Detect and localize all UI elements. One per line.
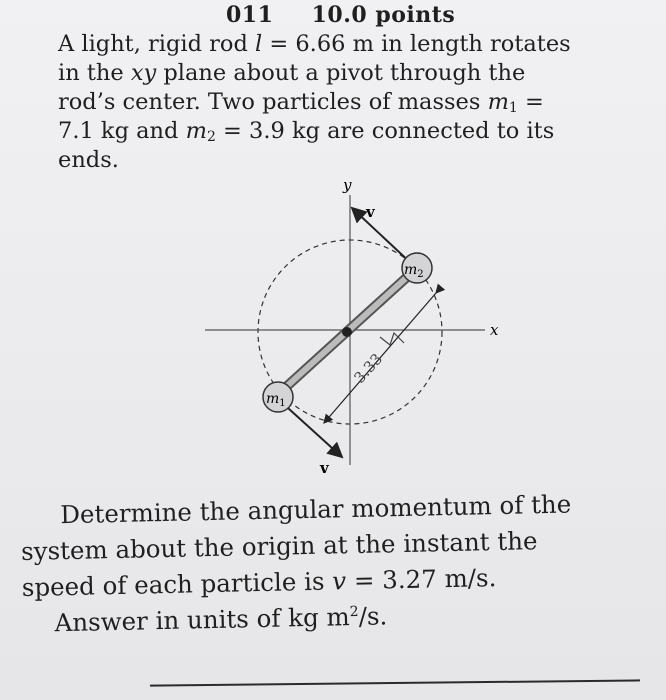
x-axis-label: x <box>490 321 499 339</box>
answer-units-text: /s. <box>358 601 388 631</box>
statement-text: in the <box>58 60 131 86</box>
mass-m2-label: $m_2$ <box>404 262 424 280</box>
statement-text: A light, rigid rod <box>58 31 255 57</box>
statement-text: ends. <box>58 147 119 173</box>
mass-subscript: 1 <box>508 100 518 116</box>
rod-length-variable: l <box>255 31 263 57</box>
mass-variable: m <box>185 118 207 144</box>
velocity-arrow-top <box>352 208 414 266</box>
y-axis-label: y <box>343 176 352 194</box>
question-line: Determine the angular momentum of the <box>60 489 572 530</box>
handwritten-annotation <box>350 333 404 387</box>
units-exponent: 2 <box>349 603 359 621</box>
statement-line <box>58 117 628 146</box>
plane-variable: xy <box>130 60 157 86</box>
statement-text: plane about a pivot through the <box>156 60 526 86</box>
speed-variable: v <box>331 566 347 596</box>
statement-text: = 3.9 kg are connected to its <box>215 118 555 144</box>
problem-points: 10.0 points <box>311 2 456 28</box>
rod-diagram <box>190 175 530 495</box>
statement-line <box>58 59 628 88</box>
problem-header <box>226 2 455 28</box>
mass-m1-label: $m_1$ <box>266 391 286 409</box>
question-line: system about the origin at the instant the <box>20 526 538 566</box>
statement-line <box>58 30 628 59</box>
statement-text: = <box>517 89 544 115</box>
answer-units-text: Answer in units of kg m <box>54 602 351 638</box>
pivot-point <box>342 327 352 337</box>
velocity-label-bottom: v <box>320 459 329 477</box>
problem-number: 011 <box>226 2 274 28</box>
problem-statement <box>58 30 628 175</box>
question-text <box>20 485 653 642</box>
velocity-label-top: v <box>366 203 375 221</box>
handwritten-note: 3.33 <box>350 349 387 387</box>
question-text-span: speed of each particle is <box>21 566 333 602</box>
mass-variable: m <box>487 89 509 115</box>
statement-line <box>58 88 628 117</box>
statement-text: 7.1 kg and <box>58 118 186 144</box>
statement-text: rod’s center. Two particles of masses <box>58 89 488 115</box>
answer-underline <box>150 679 640 686</box>
statement-text: = 6.66 m in length rotates <box>262 31 571 57</box>
question-text-span: = 3.27 m/s. <box>345 563 497 596</box>
mass-subscript: 2 <box>206 129 216 145</box>
statement-line <box>58 146 628 175</box>
